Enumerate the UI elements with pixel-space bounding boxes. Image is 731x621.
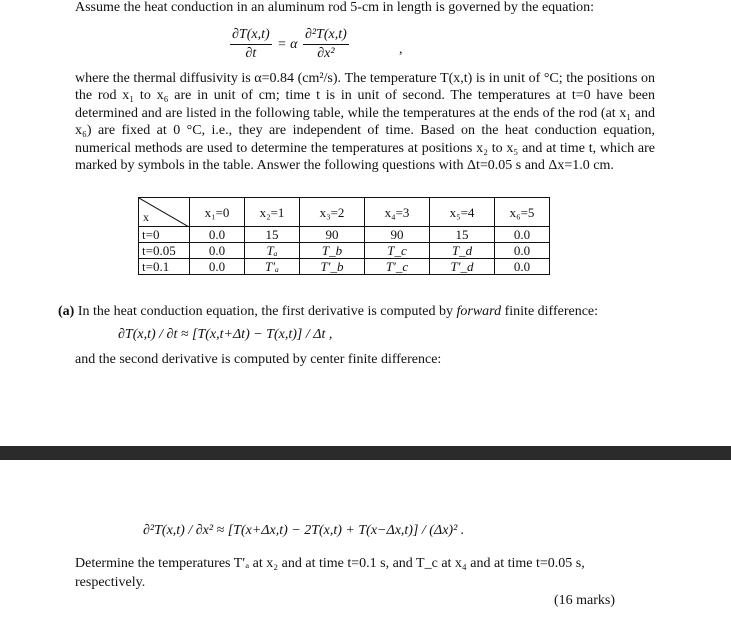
intro-text: Assume the heat conduction in an aluminum rod 5-cm in length is governed by the equation: [75, 0, 595, 15]
page-divider [0, 446, 731, 460]
rhs-denominator: ∂x² [317, 46, 335, 61]
col-header: x₁=0 [190, 198, 245, 227]
center-difference-intro: and the second derivative is computed by center finite difference: [75, 352, 442, 367]
table-cell: T′_d [430, 259, 495, 275]
table-cell: 0.0 [495, 259, 550, 275]
center-difference-equation: ∂²T(x,t) / ∂x² ≈ [T(x+Δx,t) − 2T(x,t) + T(x−Δx,t)] / (Δx)² . [143, 523, 465, 538]
col-header: x₆=5 [495, 198, 550, 227]
rhs-numerator: ∂²T(x,t) [303, 27, 349, 45]
table-cell: T_c [365, 243, 430, 259]
temperature-table [138, 197, 550, 275]
part-a-intro [58, 303, 678, 320]
table-row [139, 227, 550, 243]
part-a-text-after: finite difference: [504, 304, 599, 319]
description-paragraph: where the thermal diffusivity is α=0.84 (cm²/s). The temperature T(x,t) is in unit of °C; the positions on the rod x₁ to x₆ are in unit of cm; time t is in unit of second. The temperatures at t=0 have been determined and are listed in the following table, while the temperatures at the ends of the rod (at x₁ and x₆) are fixed at 0 °C, i.e., they are independent of time. Based on the heat conduction equation, numerical methods are used to determine the temperatures at positions x₂ to x₅ and at time t, which are marked by symbols in the table. Answer the following questions with Δt=0.05 s and Δx=1.0 cm. [75, 71, 655, 174]
table-cell: T′ₐ [245, 259, 300, 275]
equals-alpha: = α [277, 36, 298, 52]
row-label: t=0 [139, 227, 190, 243]
table-cell: T′_c [365, 259, 430, 275]
row-label: t=0.05 [139, 243, 190, 259]
table-cell: 0.0 [190, 259, 245, 275]
forward-difference-equation: ∂T(x,t) / ∂t ≈ [T(x,t+Δt) − T(x,t)] / Δt , [118, 327, 333, 342]
table-cell: 15 [430, 227, 495, 243]
marks-label: (16 marks) [554, 593, 616, 608]
lhs-denominator: ∂t [245, 46, 257, 61]
heat-equation [230, 27, 349, 62]
row-label: t=0.1 [139, 259, 190, 275]
col-header: x₂=1 [245, 198, 300, 227]
table-cell: 0.0 [190, 227, 245, 243]
table-cell: T_d [430, 243, 495, 259]
page-bottom [0, 460, 731, 621]
part-a-emphasis: forward [456, 304, 502, 319]
table-cell: 0.0 [495, 243, 550, 259]
table-cell: 0.0 [495, 227, 550, 243]
table-cell: 15 [245, 227, 300, 243]
col-header: x₅=4 [430, 198, 495, 227]
table-row [139, 243, 550, 259]
col-header: x₄=3 [365, 198, 430, 227]
table-cell: T′_b [300, 259, 365, 275]
table-cell: 0.0 [190, 243, 245, 259]
table-cell: 90 [365, 227, 430, 243]
table-header-row [139, 198, 550, 227]
table-cell: Tₐ [245, 243, 300, 259]
lhs-fraction [230, 27, 272, 62]
part-a-text-before: In the heat conduction equation, the first derivative is computed by [77, 304, 453, 319]
question-text: Determine the temperatures T′ₐ at x₂ and at time t=0.1 s, and T_c at x₄ and at time t=0.05 s, respectively. [75, 556, 585, 590]
part-a-label: (a) [58, 304, 75, 319]
rhs-fraction [303, 27, 349, 62]
table-row [139, 259, 550, 275]
table-cell: 90 [300, 227, 365, 243]
lhs-numerator: ∂T(x,t) [230, 27, 272, 45]
table-corner-cell [139, 198, 190, 227]
corner-label: x [143, 210, 149, 224]
equation-comma: , [399, 42, 403, 57]
table-cell: T_b [300, 243, 365, 259]
col-header: x₃=2 [300, 198, 365, 227]
